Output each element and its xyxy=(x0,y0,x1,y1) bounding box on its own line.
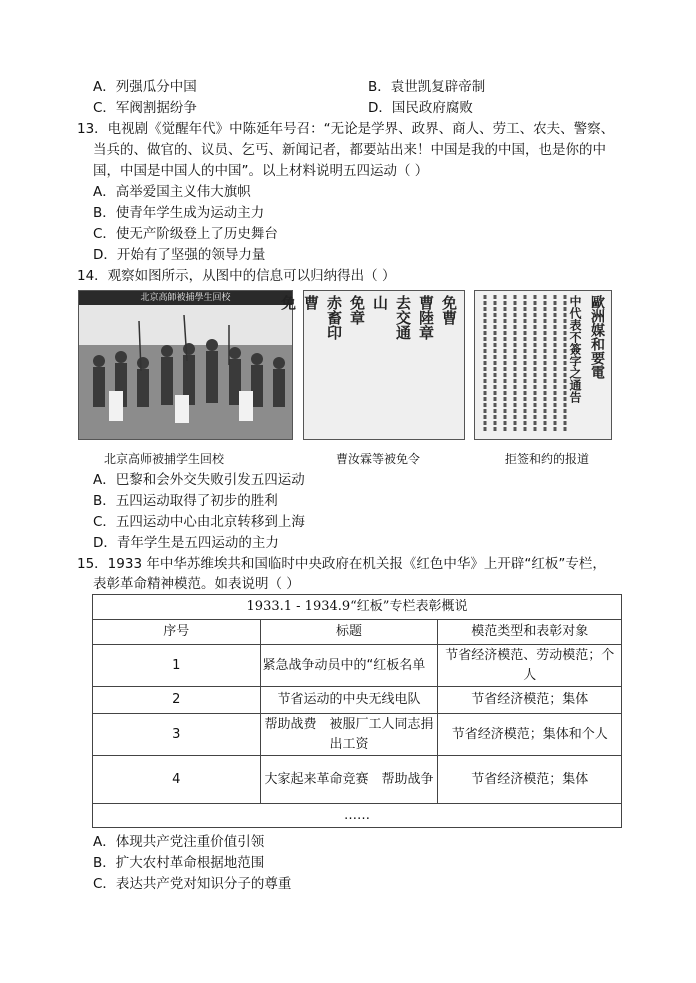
decree-col-4: 山 xyxy=(371,295,389,310)
q15-option-b: B．扩大农村革命根据地范围 xyxy=(93,855,265,871)
decree-col-6: 赤畜印 xyxy=(325,295,343,340)
row-title: 节省运动的中央无线电队 xyxy=(260,687,438,714)
row-type: 节省经济模范；集体 xyxy=(438,756,622,804)
q13-stem-line3: 国，中国是中国人的中国”。以上材料说明五四运动（ ） xyxy=(93,163,429,179)
table-header-title: 标题 xyxy=(260,620,438,645)
row-title: 紧急战争动员中的“红板名单 xyxy=(260,645,438,687)
q14-option-d: D．青年学生是五四运动的主力 xyxy=(93,535,279,551)
q14-option-a: A．巴黎和会外交失败引发五四运动 xyxy=(93,472,305,488)
photo-dismissal-decree xyxy=(279,290,465,440)
newspaper-text-lines xyxy=(479,295,569,435)
q12-option-c: C．军阀割据纷争 xyxy=(93,100,197,116)
q15-option-c: C．表达共产党对知识分子的尊重 xyxy=(93,876,292,892)
honor-board-table xyxy=(92,594,622,828)
table-row xyxy=(93,714,622,756)
decree-col-5: 免章 xyxy=(348,295,366,325)
row-no: 4 xyxy=(93,756,261,804)
table-title: 1933.1 - 1934.9“红板”专栏表彰概说 xyxy=(93,595,622,620)
table-ellipsis: …… xyxy=(93,804,622,828)
caption-photo-1: 北京高师被捕学生回校 xyxy=(104,452,225,466)
table-row xyxy=(93,687,622,714)
decree-col-2: 曹陸章 xyxy=(417,295,435,340)
q13-option-c: C．使无产阶级登上了历史舞台 xyxy=(93,226,278,242)
q14-stem: 14．观察如图所示，从图中的信息可以归纳得出（ ） xyxy=(77,268,396,284)
row-title: 大家起来革命竞赛 帮助战争 xyxy=(260,756,438,804)
q15-option-a: A．体现共产党注重价值引领 xyxy=(93,834,265,850)
q13-option-b: B．使青年学生成为运动主力 xyxy=(93,205,265,221)
row-no: 3 xyxy=(93,714,261,756)
photo-students-return xyxy=(78,290,293,440)
caption-photo-2: 曹汝霖等被免令 xyxy=(336,452,421,466)
caption-photo-3: 拒签和约的报道 xyxy=(505,452,590,466)
decree-col-3: 去交通 xyxy=(394,295,412,340)
table-header-no: 序号 xyxy=(93,620,261,645)
row-title: 帮助战费 被服厂工人同志捐出工资 xyxy=(260,714,438,756)
q15-stem-line1: 15．1933 年中华苏维埃共和国临时中央政府在机关报《红色中华》上开辟“红板”专栏， xyxy=(77,556,606,572)
row-no: 1 xyxy=(93,645,261,687)
table-row xyxy=(93,645,622,687)
row-type: 节省经济模范、劳动模范；个人 xyxy=(438,645,622,687)
newspaper-subtitle: 中代表不簽字之通告 xyxy=(568,295,582,403)
crowd-photo-illustration xyxy=(79,291,292,439)
q12-option-a: A．列强瓜分中国 xyxy=(93,79,197,95)
decree-col-7: 曹 xyxy=(302,295,320,310)
decree-col-1: 免曹 xyxy=(440,295,458,325)
q12-option-d: D．国民政府腐败 xyxy=(368,100,473,116)
q14-option-c: C．五四运动中心由北京转移到上海 xyxy=(93,514,305,530)
photo-newspaper-report xyxy=(474,290,612,440)
row-no: 2 xyxy=(93,687,261,714)
decree-col-8: 免 xyxy=(279,295,297,310)
q12-option-b: B．袁世凯复辟帝制 xyxy=(368,79,486,95)
table-header-type: 模范类型和表彰对象 xyxy=(438,620,622,645)
table-row xyxy=(93,756,622,804)
q13-stem-line2: 当兵的、做官的、议员、乞丐、新闻记者，都要站出来！中国是我的中国，也是你的中 xyxy=(93,142,606,158)
q15-stem-line2: 表彰革命精神模范。如表说明（ ） xyxy=(93,576,300,592)
row-type: 节省经济模范；集体和个人 xyxy=(438,714,622,756)
q13-stem-line1: 13．电视剧《觉醒年代》中陈延年号召：“无论是学界、政界、商人、劳工、农夫、警察、 xyxy=(77,121,615,137)
photo-banner: 北京高師被捕學生回校 xyxy=(79,291,292,305)
newspaper-title: 歐洲媒和要電 xyxy=(589,295,605,379)
q13-option-a: A．高举爱国主义伟大旗帜 xyxy=(93,184,251,200)
q13-option-d: D．开始有了坚强的领导力量 xyxy=(93,247,266,263)
q14-option-b: B．五四运动取得了初步的胜利 xyxy=(93,493,278,509)
row-type: 节省经济模范；集体 xyxy=(438,687,622,714)
